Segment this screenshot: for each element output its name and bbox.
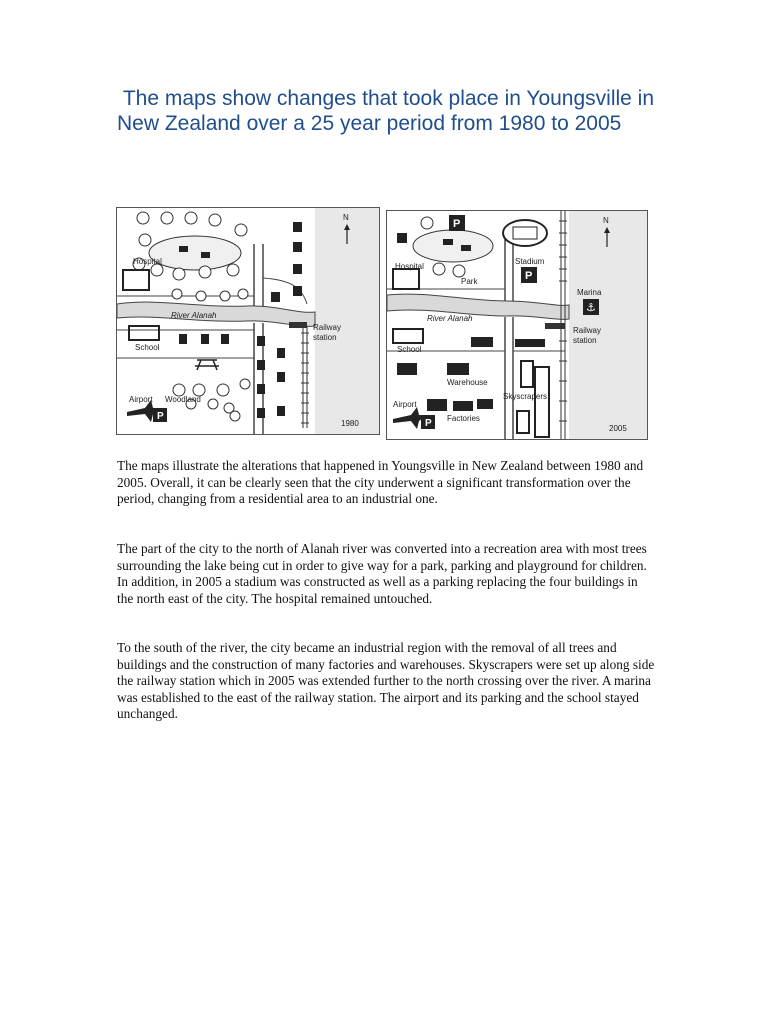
woodland-label: Woodland — [165, 395, 201, 404]
marina-label: Marina — [577, 288, 602, 297]
river-label: River Alanah — [427, 314, 473, 323]
hospital-label: Hospital — [395, 262, 424, 271]
factories-label: Factories — [447, 414, 480, 423]
north-label: N — [343, 213, 349, 222]
paragraph-north: The part of the city to the north of Alanah river was converted into a recreation area with most trees surrounding the lake being cut in order to give way for a park, parking and playground for children. In addition, in 2005 a stadium was constructed as well as a parking replacing the four buildings in the north east of the city. The hospital remained untouched. — [117, 541, 647, 606]
year-label: 1980 — [341, 419, 359, 428]
hospital-label: Hospital — [133, 257, 162, 266]
north-label: N — [603, 216, 609, 225]
svg-text:P: P — [453, 218, 461, 230]
school-label: School — [135, 343, 160, 352]
map-2005 — [386, 210, 648, 440]
railway-label: Railway — [313, 323, 342, 332]
airport-label: Airport — [129, 395, 153, 404]
map-1980-labels — [117, 208, 379, 434]
airport-label: Airport — [393, 400, 417, 409]
svg-text:P: P — [157, 411, 164, 422]
skyscrapers-label: Skyscrapers — [503, 392, 548, 401]
station-label: station — [573, 336, 597, 345]
paragraph-south: To the south of the river, the city became an industrial region with the removal of all trees and buildings and the construction of many factories and warehouses. Skyscrapers were set up along side the railway station which in 2005 was extended further to the north crossing over the river. A marina was established to the east of the railway station. The airport and its parking and the school stayed unchanged. — [117, 640, 655, 722]
map-1980 — [116, 207, 380, 435]
river-label: River Alanah — [171, 311, 217, 320]
railway-label: Railway — [573, 326, 602, 335]
page-title: The maps show changes that took place in Youngsville in New Zealand over a 25 year period from 1980 to 2005 — [117, 87, 660, 135]
svg-text:⚓: ⚓ — [586, 301, 596, 314]
svg-text:P: P — [425, 418, 432, 429]
park-label: Park — [461, 277, 478, 286]
stadium-label: Stadium — [515, 257, 545, 266]
warehouse-label: Warehouse — [447, 378, 488, 387]
paragraph-overview: The maps illustrate the alterations that happened in Youngsville in New Zealand between 1980 and 2005. Overall, it can be clearly seen that the city underwent a significant transformation over the period, changing from a residential area to an industrial one. — [117, 458, 644, 507]
station-label: station — [313, 333, 337, 342]
year-label: 2005 — [609, 424, 627, 433]
svg-text:P: P — [525, 270, 533, 282]
map-2005-labels — [387, 211, 647, 439]
school-label: School — [397, 345, 422, 354]
